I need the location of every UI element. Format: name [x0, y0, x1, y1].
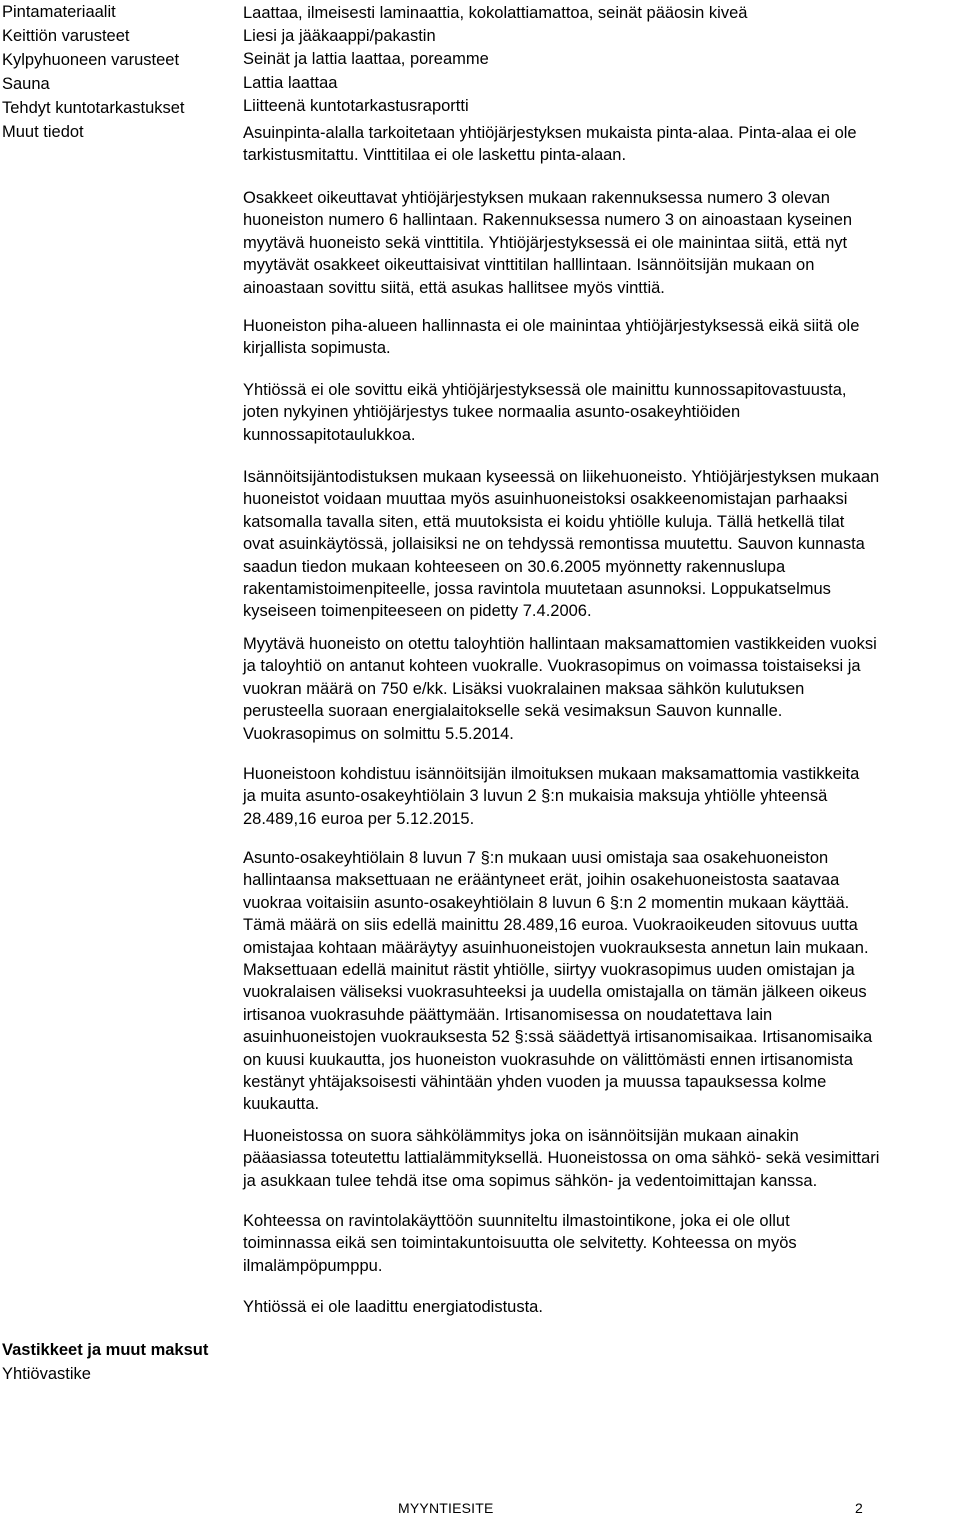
paragraph-line: Yhtiössä ei ole sovittu eikä yhtiöjärjestyksessä ole mainittu kunnossapitovastuusta,: [243, 381, 847, 399]
paragraph-line: pääasiassa toteutettu lattialämmityksellä. Huoneistossa on oma sähkö- sekä vesimittari: [243, 1149, 880, 1168]
paragraph: [243, 1296, 958, 1318]
paragraph-line: Maksettuaan edellä mainitut rästit yhtiölle, siirtyy vuokrasopimus uuden omistajan ja: [243, 961, 855, 980]
paragraph-line: kestänyt yhtäjaksoisesti vähintään yhden vuoden ja muussa tapauksessa kolme: [243, 1073, 827, 1092]
paragraph-line: kyseiseen toimenpiteeseen on pidetty 7.4.2006.: [243, 602, 592, 621]
paragraph-line: toiminnassa eikä sen toimintakuntoisuutta ole selvitetty. Kohteessa on myös: [243, 1234, 797, 1253]
paragraph-line: Osakkeet oikeuttavat yhtiöjärjestyksen mukaan rakennuksessa numero 3 olevan: [243, 189, 830, 207]
paragraph: [243, 1125, 958, 1192]
muut-tiedot-line: tarkistusmitattu. Vinttitilaa ei ole laskettu pinta-alaan.: [243, 146, 627, 165]
paragraph-line: kunnossapitotaulukkoa.: [243, 425, 416, 444]
paragraph-line: ilmalämpöpumppu.: [243, 1256, 383, 1275]
paragraph-line: huoneistot voidaan muuttaa myös asuinhuoneistoksi osakkeenomistajan parhaaksi: [243, 490, 848, 509]
paragraph-line: irtisanoa vuokrasuhde päättymään. Irtisanomisessa on noudatettava lain: [243, 1005, 773, 1024]
property-label: Kylpyhuoneen varusteet: [2, 51, 180, 69]
paragraph-line: Asunto-osakeyhtiölain 8 luvun 7 §:n mukaan uusi omistaja saa osakehuoneiston: [243, 849, 829, 867]
property-value: Lattia laattaa: [243, 73, 338, 92]
paragraph-line: Myytävä huoneisto on otettu taloyhtiön hallintaan maksamattomien vastikkeiden vuoksi: [243, 635, 877, 653]
paragraph-line: 28.489,16 euroa per 5.12.2015.: [243, 809, 475, 828]
paragraph-line: vuokralaisen väliseksi vuokrasuhteeksi ja uudella omistajalla on tämän jälkeen oikeus: [243, 983, 867, 1002]
paragraph-line: vuokraa voitaisiin asunto-osakeyhtiölain 8 luvun 6 §:n 2 momentin mukaan käyttää.: [243, 893, 850, 912]
paragraph: [243, 379, 958, 446]
paragraph-line: myytävät osakkeet oikeuttaisivat vinttitilan halllintaan. Isännöitsijän mukaan on: [243, 256, 815, 275]
paragraph-line: kuukautta.: [243, 1095, 320, 1114]
paragraph-line: rakentamistoimenpiteelle, jossa ravintola muutetaan asunnoksi. Loppukatselmus: [243, 580, 831, 599]
property-values: [243, 2, 958, 118]
paragraph: [243, 466, 958, 623]
paragraph: [243, 315, 958, 360]
paragraph-line: omistajaa kohtaan määräytyy asuinhuoneistojen vuokrauksesta annetun lain mukaan.: [243, 938, 869, 957]
property-label: Muut tiedot: [2, 123, 84, 141]
paragraph-line: ja asukkaan tulee tehdä itse oma sopimus sähkön- ja vedentoimittajan kanssa.: [243, 1171, 818, 1190]
paragraph-line: ovat asuinkäytössä, jollaisiksi ne on tehdyssä remontissa muutettu. Sauvon kunnasta: [243, 535, 865, 554]
paragraph-line: ja taloyhtiö on antanut kohteen vuokralle. Vuokrasopimus on voimassa toistaiseksi ja: [243, 657, 861, 676]
paragraph-line: Huoneistossa on suora sähkölämmitys joka on isännöitsijän mukaan ainakin: [243, 1127, 799, 1145]
muut-tiedot-line: Asuinpinta-alalla tarkoitetaan yhtiöjärjestyksen mukaista pinta-alaa. Pinta-alaa ei ole: [243, 124, 857, 142]
property-value: Laattaa, ilmeisesti laminaattia, kokolattiamattoa, seinät pääosin kiveä: [243, 4, 748, 22]
property-value: Liitteenä kuntotarkastusraportti: [243, 96, 469, 115]
paragraph: [243, 847, 958, 1116]
section-heading: Vastikkeet ja muut maksut: [2, 1341, 209, 1359]
payments-section: [2, 1338, 238, 1386]
paragraph-line: katsomalla tavalla siten, että muutoksista ei koidu yhtiölle kuluja. Tällä hetkellä tilat: [243, 512, 845, 531]
property-label: Sauna: [2, 75, 50, 93]
paragraph-line: kirjallista sopimusta.: [243, 339, 391, 358]
paragraph-line: vuokran määrä on 750 e/kk. Lisäksi vuokralainen maksaa sähkön kulutuksen: [243, 679, 805, 698]
muut-tiedot-block: [243, 122, 958, 167]
property-label: Tehdyt kuntotarkastukset: [2, 99, 185, 117]
paragraph-line: perusteella suoraan energialaitokselle sekä vesimaksun Sauvon kunnalle.: [243, 702, 783, 721]
property-label: Keittiön varusteet: [2, 27, 130, 45]
paragraph: [243, 633, 958, 745]
paragraph-line: Huoneistoon kohdistuu isännöitsijän ilmoituksen mukaan maksamattomia vastikkeita: [243, 765, 860, 783]
paragraph-line: joten nykyinen yhtiöjärjestys tukee normaalia asunto-osakeyhtiöiden: [243, 403, 741, 422]
paragraph-line: Yhtiössä ei ole laadittu energiatodistusta.: [243, 1298, 543, 1316]
paragraph-line: ainoastaan sovittu siitä, että asukas hallitsee myös vinttiä.: [243, 278, 665, 297]
paragraph-line: hallintaansa maksettuaan ne erääntyneet erät, joihin osakehuoneistosta saatavaa: [243, 871, 840, 890]
paragraph-line: on kuusi kuukautta, jos huoneiston vuokrasuhde on välittömästi ennen irtisanomista: [243, 1050, 853, 1069]
paragraph-line: Tämä määrä on siis edellä mainittu 28.489,16 euroa. Vuokraoikeuden sitovuus uutta: [243, 916, 858, 935]
paragraph-line: myytävä huoneisto sekä vinttitila. Yhtiöjärjestyksessä ei ole mainintaa siitä, että nyt: [243, 233, 848, 252]
paragraph-line: huoneiston numero 6 hallintaan. Rakennuksessa numero 3 on ainoastaan kyseinen: [243, 211, 853, 230]
paragraph-line: Kohteessa on ravintolakäyttöön suunniteltu ilmastointikone, joka ei ole ollut: [243, 1212, 790, 1230]
paragraph-line: Isännöitsijäntodistuksen mukaan kyseessä on liikehuoneisto. Yhtiöjärjestyksen mukaan: [243, 468, 880, 486]
paragraph-line: Huoneiston piha-alueen hallinnasta ei ole mainintaa yhtiöjärjestyksessä eikä siitä ole: [243, 317, 860, 335]
property-labels: [2, 0, 238, 144]
property-label: Pintamateriaalit: [2, 3, 116, 21]
paragraph-line: asuinhuoneistojen vuokrauksesta 52 §:ssä säädettyä irtisanomisaikaa. Irtisanomisaika: [243, 1028, 873, 1047]
property-value: Liesi ja jääkaappi/pakastin: [243, 27, 436, 46]
section-item: Yhtiövastike: [2, 1365, 91, 1383]
paragraph-line: Vuokrasopimus on solmittu 5.5.2014.: [243, 724, 514, 743]
paragraph-line: ja muita asunto-osakeyhtiölain 3 luvun 2 §:n mukaisia maksuja yhtiölle yhteensä: [243, 787, 828, 806]
paragraph-line: saadun tiedon mukaan kohteeseen on 30.6.2005 myönnetty rakennuslupa: [243, 557, 786, 576]
property-value: Seinät ja lattia laattaa, poreamme: [243, 50, 489, 69]
paragraph: [243, 1210, 958, 1277]
page-number: 2: [855, 1500, 863, 1516]
footer-title: MYYNTIESITE: [398, 1500, 494, 1516]
paragraph: [243, 763, 958, 830]
paragraph: [243, 187, 958, 299]
